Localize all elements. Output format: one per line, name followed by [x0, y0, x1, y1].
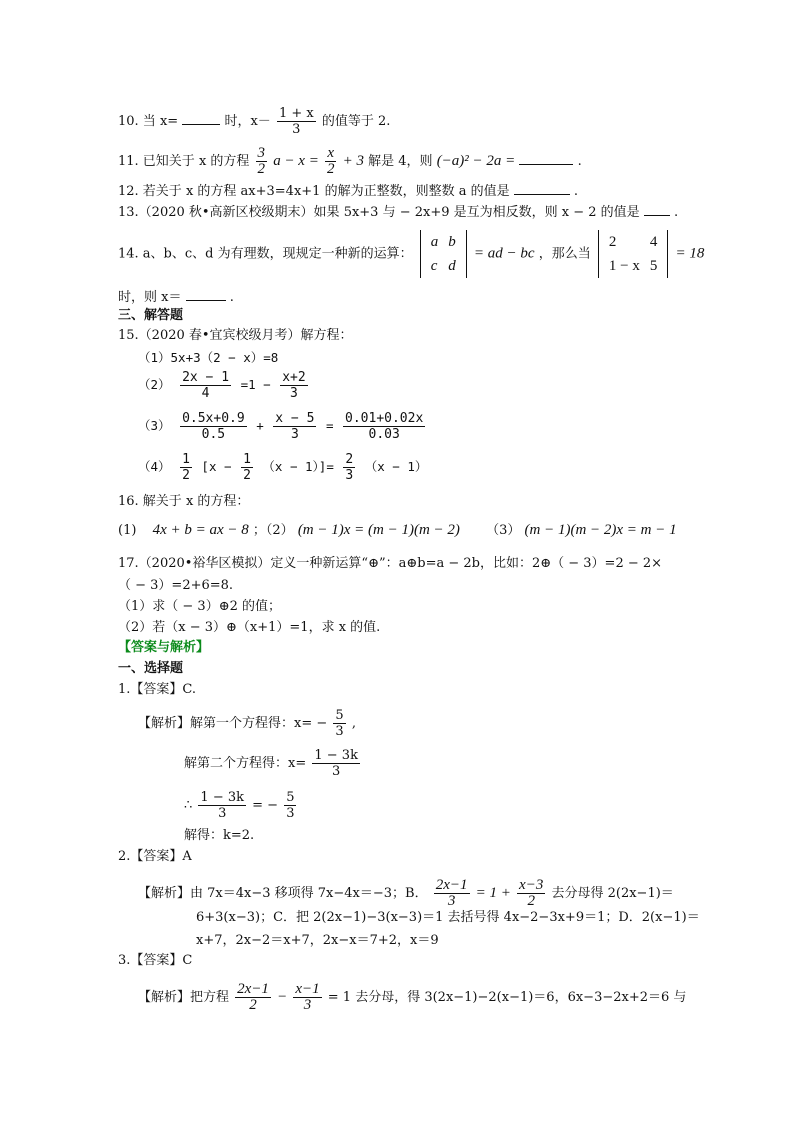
- question-14: 14. a、b、c、d 为有理数，现规定一种新的运算： a b c d = ad − bc ，那么当 2 4 1 − x 5 = 18: [118, 230, 704, 278]
- answer-blank: [182, 112, 220, 125]
- question-15-part-3: （3） $\frac{0.5x+0.9}{0.5}$ + $\frac{x - 5}{3}$ = $\frac{0.01+0.02x}{0.03}$: [138, 411, 424, 442]
- answer-2-line-3: x+7，2x−2＝x+7，2x−x＝7+2，x＝9: [196, 933, 439, 948]
- fraction: $\frac{3}{2}$: [257, 145, 266, 177]
- answer-blank: [644, 203, 670, 216]
- section-heading: 三、解答题: [118, 308, 184, 323]
- answer-2-line-2: 6+3(x−3)；C．把 2(2x−1)−3(x−3)＝1 去括号得 4x−2−3x+9＝1；D．2(x−1)＝: [196, 910, 700, 925]
- answer-1-line-3: ∴ $\frac{1 - 3k}{3}$ = − $\frac{5}{3}$: [184, 790, 295, 821]
- question-15-part-2: （2） $\frac{2x - 1}{4}$ =1 − $\frac{x+2}{3}$: [138, 370, 306, 401]
- answer-1-line-1: 【解析】解第一个方程得：x= − $\frac{5}{3}$ ,: [138, 708, 356, 739]
- answer-2-line-1: 【解析】由 7x＝4x−3 移项得 7x−4x＝−3；B． $\frac{2x-1}{3}$ = 1 + $\frac{x-3}{2}$ 去分母得 2(2x−1)＝: [138, 877, 674, 909]
- answer-3-head: 3.【答案】C: [118, 953, 193, 968]
- fraction: $\frac{x}{2}$: [326, 145, 335, 177]
- question-17-part-1: （1）求（ − 3）⊕2 的值；: [118, 599, 281, 614]
- section-heading-choice: 一、选择题: [118, 661, 184, 676]
- answer-1-line-4: 解得：k=2.: [184, 828, 255, 843]
- answer-1-head: 1.【答案】C.: [118, 682, 197, 697]
- question-14-cont: 时，则 x＝ .: [118, 290, 234, 305]
- question-16-equations: (1) 4x + b = ax − 8 ；（2） (m − 1)x = (m − 1)(m − 2) （3） (m − 1)(m − 2)x = m − 1: [118, 522, 677, 538]
- question-12: 12. 若关于 x 的方程 ax+3=4x+1 的解为正整数，则整数 a 的值是 .: [118, 184, 579, 199]
- question-15-part-1: （1）5x+3（2 − x）=8: [138, 350, 279, 365]
- question-15-title: 15.（2020 春•宜宾校级月考）解方程：: [118, 328, 353, 343]
- answer-1-line-2: 解第二个方程得：x= $\frac{1 - 3k}{3}$: [184, 748, 358, 779]
- answer-blank: [514, 182, 570, 195]
- question-16-title: 16. 解关于 x 的方程：: [118, 494, 250, 509]
- answer-3-line-1: 【解析】把方程 $\frac{2x-1}{2}$ − $\frac{x-1}{3}$ = 1 去分母，得 3(2x−1)−2(x−1)＝6，6x−3−2x+2＝6 与: [138, 981, 687, 1013]
- question-17-line-2: （ − 3）=2+6=8.: [118, 578, 234, 593]
- question-11: 11. 已知关于 x 的方程 $\frac{3}{2}$ a − x = $\frac{x}{2}$ + 3 解是 4，则 (−a)² − 2a = .: [118, 145, 582, 177]
- determinant: a b c d: [420, 230, 467, 278]
- determinant: 2 4 1 − x 5: [598, 230, 668, 278]
- question-17-line-1: 17.（2020•裕华区模拟）定义一种新运算“⊕”：a⊕b=a − 2b，比如：2⊕（ − 3）=2 − 2×: [118, 556, 663, 571]
- question-17-part-2: （2）若（x − 3）⊕（x+1）=1，求 x 的值.: [118, 620, 381, 635]
- answers-heading: 【答案与解析】: [118, 640, 210, 655]
- fraction: $\frac{1 + x}{3}$: [278, 106, 314, 137]
- answer-2-head: 2.【答案】A: [118, 849, 192, 864]
- question-10: 10. 当 x= 时，x－ $\frac{1 + x}{3}$ 的值等于 2.: [118, 106, 391, 137]
- answer-blank: [519, 152, 573, 165]
- question-13: 13.（2020 秋•高新区校级期末）如果 5x+3 与 − 2x+9 是互为相反数，则 x − 2 的值是 .: [118, 205, 679, 220]
- question-15-part-4: （4） $\frac{1}{2}$ [x − $\frac{1}{2}$ （x − 1）]= $\frac{2}{3}$ （x − 1）: [138, 452, 428, 483]
- answer-blank: [186, 288, 226, 301]
